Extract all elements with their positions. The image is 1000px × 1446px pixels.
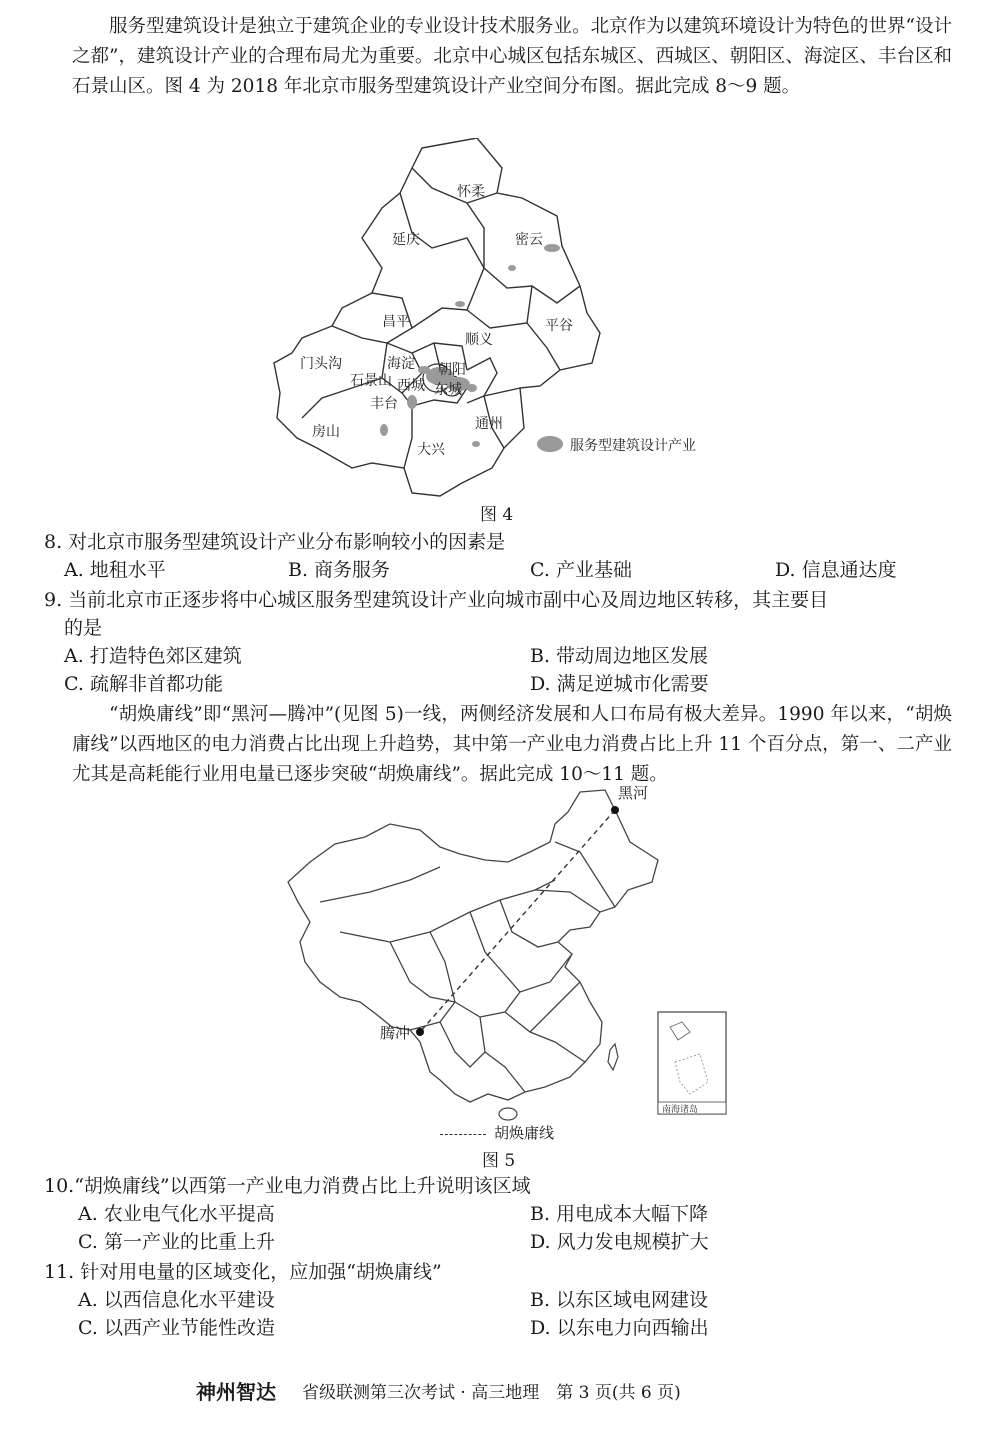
question-10-option-a[interactable]: A. 农业电气化水平提高 [78,1203,275,1225]
footer-brand: 神州智达 [196,1380,276,1404]
question-11-option-d[interactable]: D. 以东电力向西输出 [530,1317,709,1339]
district-label-tongzhou: 通州 [475,416,503,432]
footer-text: 省级联测第三次考试 · 高三地理 第 3 页(共 6 页) [302,1383,681,1403]
hu-line-legend-label: 胡焕庸线 [494,1124,555,1142]
question-9-option-a[interactable]: A. 打造特色郊区建筑 [64,645,242,667]
question-8-option-a[interactable]: A. 地租水平 [64,559,166,581]
figure-5-caption: 图 5 [482,1151,516,1171]
question-8-stem: 8. 对北京市服务型建筑设计产业分布影响较小的因素是 [44,531,506,553]
district-label-miyun: 密云 [515,232,543,248]
question-9-option-d[interactable]: D. 满足逆城市化需要 [530,673,709,695]
china-map [280,782,740,1137]
district-label-changping: 昌平 [382,314,410,330]
district-label-shijingshan: 石景山 [350,373,392,389]
label-tengchong: 腾冲 [380,1024,411,1042]
district-label-huairou: 怀柔 [457,184,485,200]
district-label-fangshan: 房山 [312,424,340,440]
district-label-pinggu: 平谷 [545,318,573,334]
district-label-chaoyang: 朝阳 [438,362,466,378]
question-9-option-c[interactable]: C. 疏解非首都功能 [64,673,223,695]
district-label-xicheng: 西城 [397,378,425,394]
label-heihe: 黑河 [618,784,649,802]
question-9-stem-line2: 的是 [64,617,103,639]
legend-industry-swatch [537,436,563,452]
question-10-stem: 10.“胡焕庸线”以西第一产业电力消费占比上升说明该区域 [44,1175,531,1197]
district-label-fengtai: 丰台 [370,396,398,412]
question-11-option-a[interactable]: A. 以西信息化水平建设 [78,1289,275,1311]
legend-industry-label: 服务型建筑设计产业 [570,438,696,454]
question-8-option-c[interactable]: C. 产业基础 [530,559,632,581]
district-label-mentougou: 门头沟 [300,356,342,372]
question-11-option-c[interactable]: C. 以西产业节能性改造 [78,1317,275,1339]
question-10-option-b[interactable]: B. 用电成本大幅下降 [530,1203,709,1225]
district-label-yanqing: 延庆 [392,232,420,248]
beijing-district-map [262,138,762,503]
question-11-stem: 11. 针对用电量的区域变化，应加强“胡焕庸线” [44,1261,442,1283]
question-9-stem-line1: 9. 当前北京市正逐步将中心城区服务型建筑设计产业向城市副中心及周边地区转移，其主要目 [44,589,829,611]
hu-line-legend [440,1122,554,1143]
hu-line-legend-dash [440,1134,486,1135]
intro-paragraph-1: 服务型建筑设计是独立于建筑企业的专业设计技术服务业。北京作为以建筑环境设计为特色的世界“设计之都”，建筑设计产业的合理布局尤为重要。北京中心城区包括东城区、西城区、朝阳区、海淀区、丰台区和石景山区。图 4 为 2018 年北京市服务型建筑设计产业空间分布图。据此完成 8～9 题。 [72,16,952,97]
district-label-shunyi: 顺义 [465,332,493,348]
question-8-option-d[interactable]: D. 信息通达度 [775,559,897,581]
figure-4-caption: 图 4 [480,505,514,525]
inset-label: 南海诸岛 [662,1105,699,1115]
question-10-option-d[interactable]: D. 风力发电规模扩大 [530,1231,709,1253]
district-label-haidian: 海淀 [387,356,415,372]
question-9-option-b[interactable]: B. 带动周边地区发展 [530,645,709,667]
district-label-daxing: 大兴 [417,442,445,458]
question-11-option-b[interactable]: B. 以东区域电网建设 [530,1289,709,1311]
south-china-sea-inset [658,1012,726,1114]
district-label-dongcheng: 东城 [434,382,462,398]
question-10-option-c[interactable]: C. 第一产业的比重上升 [78,1231,275,1253]
intro-paragraph-2: “胡焕庸线”即“黑河—腾冲”(见图 5)一线，两侧经济发展和人口布局有极大差异。1990 年以来，“胡焕庸线”以西地区的电力消费占比出现上升趋势，其中第一产业电力消费占比上升 11 个百分点，第一、二产业尤其是高耗能行业用电量已逐步突破“胡焕庸线”。据此完成 10～11 题。 [72,704,952,785]
question-8-option-b[interactable]: B. 商务服务 [288,559,391,581]
